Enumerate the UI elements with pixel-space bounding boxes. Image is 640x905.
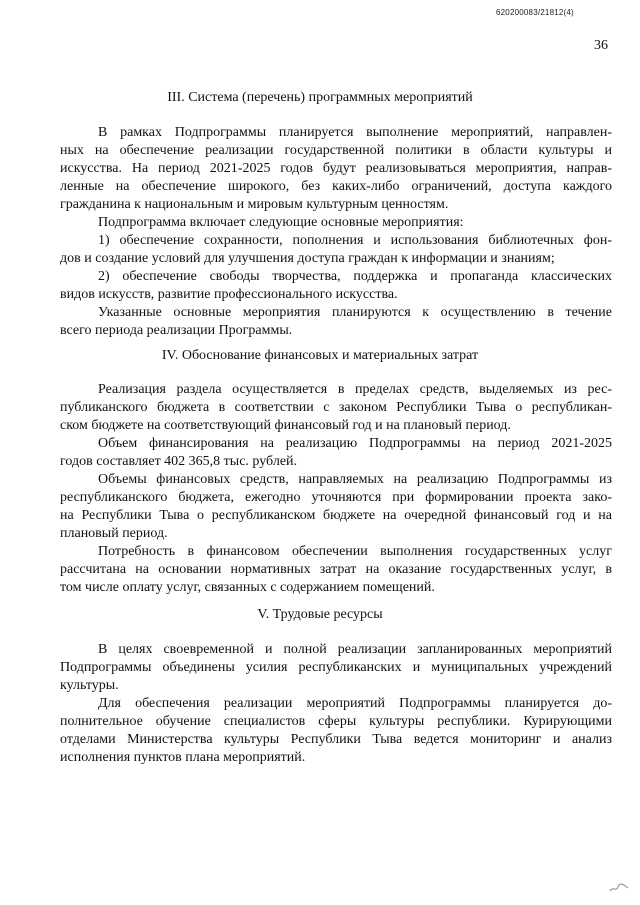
section-3-line: видов искусств, развитие профессионального искусства. <box>60 287 398 302</box>
section-4-line: ском бюджете на соответствующий финансовый год и на плановый период. <box>60 418 511 433</box>
section-5-line: В целях своевременной и полной реализации запланированных мероприятий <box>98 642 612 657</box>
section-4-line: том числе оплату услуг, связанных с содержанием помещений. <box>60 580 435 595</box>
section-3-line: ных на обеспечение реализации государственной политики в области культуры и <box>60 143 612 158</box>
section-3-line: 2) обеспечение свободы творчества, поддержка и пропаганда классических <box>98 269 612 284</box>
section-4-line: Объемы финансовых средств, направляемых на реализацию Подпрограммы из <box>98 472 612 487</box>
section-4-line: рассчитана на основании нормативных затрат на оказание государственных услуг, в <box>60 562 612 577</box>
section-3-line: Указанные основные мероприятия планируются к осуществлению в течение <box>98 305 612 320</box>
section-3-heading: III. Система (перечень) программных мероприятий <box>167 90 473 105</box>
section-3-line: дов и создание условий для улучшения доступа граждан к информации и знаниям; <box>60 251 555 266</box>
section-5-line: культуры. <box>60 678 119 693</box>
section-4-line: Реализация раздела осуществляется в пределах средств, выделяемых из рес- <box>98 382 612 397</box>
section-4-line: публиканского бюджета в соответствии с законом Республики Тыва о республикан- <box>60 400 612 415</box>
section-4-line: на Республики Тыва о республиканском бюджете на очередной финансовый год и на <box>60 508 612 523</box>
section-4-line: плановый период. <box>60 526 168 541</box>
section-3-line: ленные на обеспечение широкого, без каких-либо ограничений, доступа каждого <box>60 179 612 194</box>
section-4-line: Потребность в финансовом обеспечении выполнения государственных услуг <box>98 544 612 559</box>
section-3-line: всего периода реализации Программы. <box>60 323 293 338</box>
section-5-line: исполнения пунктов плана мероприятий. <box>60 750 306 765</box>
section-5-line: отделами Министерства культуры Республики Тыва ведется мониторинг и анализ <box>60 732 612 747</box>
section-3-line: 1) обеспечение сохранности, пополнения и использования библиотечных фон- <box>98 233 612 248</box>
section-3-line: гражданина к национальным и мировым культурным ценностям. <box>60 197 449 212</box>
page-number: 36 <box>594 38 608 53</box>
pencil-mark-icon <box>608 880 630 894</box>
section-4-heading: IV. Обоснование финансовых и материальных затрат <box>161 348 479 363</box>
section-3-line: искусства. На период 2021-2025 годов будут реализовываться мероприятия, направ- <box>60 161 612 176</box>
section-4-line: республиканского бюджета, ежегодно уточняются при формировании проекта зако- <box>60 490 612 505</box>
section-5-line: Для обеспечения реализации мероприятий Подпрограммы планируется до- <box>98 696 612 711</box>
section-5-heading: V. Трудовые ресурсы <box>257 607 383 622</box>
section-4-line: Объем финансирования на реализацию Подпрограммы на период 2021-2025 <box>98 436 612 451</box>
section-5-line: полнительное обучение специалистов сферы культуры республики. Курирующими <box>60 714 612 729</box>
section-3-line: В рамках Подпрограммы планируется выполнение мероприятий, направлен- <box>98 125 612 140</box>
document-id: 620200083/21812(4) <box>496 8 574 17</box>
section-3-line: Подпрограмма включает следующие основные мероприятия: <box>98 215 464 230</box>
section-5-line: Подпрограммы объединены усилия республиканских и муниципальных учреждений <box>60 660 612 675</box>
section-4-line: годов составляет 402 365,8 тыс. рублей. <box>60 454 298 469</box>
